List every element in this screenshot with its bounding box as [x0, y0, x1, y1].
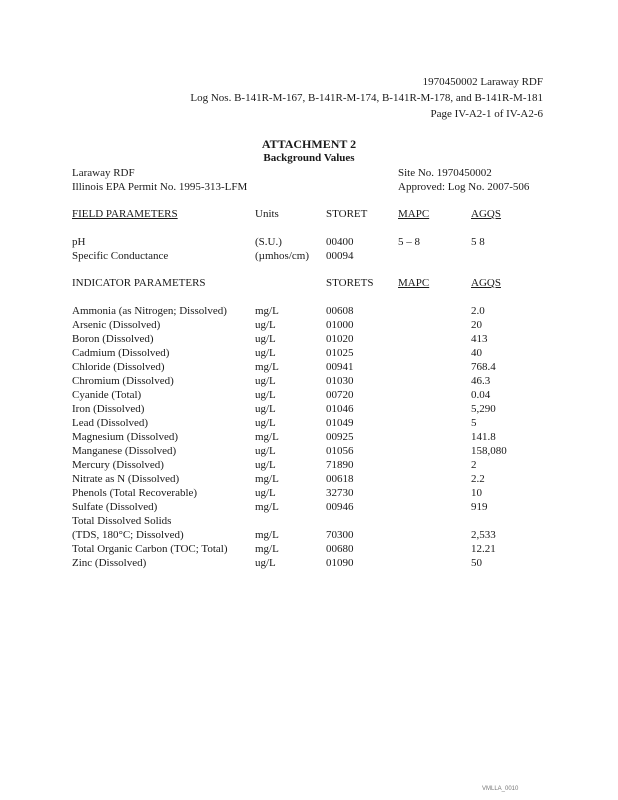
indicator-param-storet-cell: 00946 — [326, 501, 354, 513]
indicator-param-row — [0, 318, 618, 332]
header-log-numbers: Log Nos. B-141R-M-167, B-141R-M-174, B-141R-M-178, and B-141R-M-181 — [190, 92, 543, 104]
field-param-row — [0, 235, 618, 249]
indicator-param-parameter-cell: Chloride (Dissolved) — [72, 361, 165, 373]
indicator-parameters-heading: INDICATOR PARAMETERS — [72, 277, 206, 289]
field-parameters-heading: FIELD PARAMETERS — [72, 208, 178, 220]
indicator-param-agqs-cell: 50 — [471, 557, 482, 569]
indicator-param-units-cell: ug/L — [255, 445, 276, 457]
indicator-param-parameter-cell: Arsenic (Dissolved) — [72, 319, 161, 331]
field-param-row — [0, 249, 618, 263]
indicator-param-units-cell: ug/L — [255, 333, 276, 345]
indicator-param-row — [0, 346, 618, 360]
indicator-param-storet-cell: 00941 — [326, 361, 354, 373]
indicator-param-row — [0, 360, 618, 374]
indicator-param-agqs-cell: 2.0 — [471, 305, 485, 317]
header-site-line: 1970450002 Laraway RDF — [422, 76, 543, 88]
storets-heading: STORETS — [326, 277, 374, 289]
indicator-param-parameter-cell: Ammonia (as Nitrogen; Dissolved) — [72, 305, 227, 317]
mapc-heading: MAPC — [398, 208, 430, 220]
indicator-param-units-cell: mg/L — [255, 473, 279, 485]
indicator-param-row — [0, 556, 618, 570]
permit-number: Illinois EPA Permit No. 1995-313-LFM — [72, 181, 248, 193]
indicator-param-storet-cell: 71890 — [326, 459, 354, 471]
indicator-param-agqs-cell: 2 — [471, 459, 477, 471]
indicator-param-agqs-cell: 10 — [471, 487, 482, 499]
indicator-param-storet-cell: 01046 — [326, 403, 354, 415]
indicator-agqs-heading: AGQS — [471, 277, 501, 289]
indicator-param-agqs-cell: 5 — [471, 417, 477, 429]
indicator-param-parameter-cell: Mercury (Dissolved) — [72, 459, 164, 471]
indicator-param-units-cell: mg/L — [255, 305, 279, 317]
agqs-heading: AGQS — [471, 208, 501, 220]
field-param-mapc-cell: 5 – 8 — [398, 236, 420, 248]
indicator-param-parameter-cell: Chromium (Dissolved) — [72, 375, 174, 387]
site-number: Site No. 1970450002 — [398, 167, 492, 179]
indicator-param-parameter-cell: Zinc (Dissolved) — [72, 557, 147, 569]
units-heading: Units — [255, 208, 279, 220]
indicator-param-agqs-cell: 768.4 — [471, 361, 496, 373]
indicator-parameters-header-row — [0, 276, 618, 290]
bates-stamp: VMLLA_0010 — [482, 786, 519, 792]
indicator-param-storet-cell: 01049 — [326, 417, 354, 429]
indicator-mapc-heading: MAPC — [398, 277, 430, 289]
indicator-param-units-cell: mg/L — [255, 361, 279, 373]
indicator-param-row — [0, 458, 618, 472]
indicator-param-parameter-cell: Nitrate as N (Dissolved) — [72, 473, 180, 485]
indicator-param-units-cell: ug/L — [255, 403, 276, 415]
field-parameters-header-row — [0, 207, 618, 221]
indicator-param-units-cell: ug/L — [255, 417, 276, 429]
indicator-param-agqs-cell: 12.21 — [471, 543, 496, 555]
indicator-param-row — [0, 528, 618, 542]
header-page-number: Page IV-A2-1 of IV-A2-6 — [430, 108, 543, 120]
indicator-param-row — [0, 472, 618, 486]
indicator-param-units-cell: mg/L — [255, 501, 279, 513]
field-param-parameter-cell: Specific Conductance — [72, 250, 169, 262]
indicator-param-agqs-cell: 141.8 — [471, 431, 496, 443]
indicator-param-agqs-cell: 46.3 — [471, 375, 491, 387]
field-param-units-cell: (µmhos/cm) — [255, 250, 309, 262]
indicator-param-parameter-cell: Phenols (Total Recoverable) — [72, 487, 198, 499]
indicator-param-units-cell: ug/L — [255, 319, 276, 331]
indicator-param-agqs-cell: 40 — [471, 347, 482, 359]
indicator-param-units-cell: ug/L — [255, 487, 276, 499]
indicator-param-row — [0, 542, 618, 556]
field-param-storet-cell: 00400 — [326, 236, 354, 248]
indicator-param-storet-cell: 01030 — [326, 375, 354, 387]
indicator-param-storet-cell: 01090 — [326, 557, 354, 569]
indicator-param-parameter-cell: Boron (Dissolved) — [72, 333, 154, 345]
indicator-param-agqs-cell: 919 — [471, 501, 488, 513]
indicator-param-storet-cell: 01056 — [326, 445, 354, 457]
indicator-param-row — [0, 374, 618, 388]
attachment-title: ATTACHMENT 2 — [261, 137, 357, 151]
indicator-param-parameter-cell: Sulfate (Dissolved) — [72, 501, 158, 513]
field-param-storet-cell: 00094 — [326, 250, 354, 262]
indicator-param-storet-cell: 70300 — [326, 529, 354, 541]
indicator-param-agqs-cell: 158,080 — [471, 445, 507, 457]
indicator-param-parameter-cell: Magnesium (Dissolved) — [72, 431, 179, 443]
indicator-param-row — [0, 486, 618, 500]
approval-log: Approved: Log No. 2007-506 — [398, 181, 530, 193]
facility-name: Laraway RDF — [72, 167, 135, 179]
indicator-param-parameter-cell: Lead (Dissolved) — [72, 417, 149, 429]
indicator-param-storet-cell: 00925 — [326, 431, 354, 443]
indicator-param-row — [0, 514, 618, 528]
field-param-agqs-cell: 5 8 — [471, 236, 485, 248]
indicator-param-parameter-cell: Total Organic Carbon (TOC; Total) — [72, 543, 228, 555]
indicator-param-units-cell: ug/L — [255, 459, 276, 471]
indicator-param-units-cell: ug/L — [255, 347, 276, 359]
storet-heading: STORET — [326, 208, 368, 220]
indicator-param-agqs-cell: 5,290 — [471, 403, 496, 415]
field-param-units-cell: (S.U.) — [255, 236, 282, 248]
indicator-param-row — [0, 304, 618, 318]
indicator-param-storet-cell: 00618 — [326, 473, 354, 485]
indicator-param-agqs-cell: 20 — [471, 319, 482, 331]
indicator-param-row — [0, 402, 618, 416]
indicator-param-agqs-cell: 413 — [471, 333, 488, 345]
indicator-param-units-cell: mg/L — [255, 543, 279, 555]
indicator-param-units-cell: ug/L — [255, 557, 276, 569]
indicator-param-agqs-cell: 0.04 — [471, 389, 491, 401]
indicator-param-row — [0, 430, 618, 444]
indicator-param-storet-cell: 00608 — [326, 305, 354, 317]
indicator-param-agqs-cell: 2.2 — [471, 473, 485, 485]
indicator-param-parameter-cell: Cadmium (Dissolved) — [72, 347, 170, 359]
indicator-param-units-cell: mg/L — [255, 529, 279, 541]
indicator-param-row — [0, 332, 618, 346]
indicator-param-storet-cell: 01025 — [326, 347, 354, 359]
indicator-param-parameter-cell: (TDS, 180°C; Dissolved) — [72, 529, 184, 541]
field-param-parameter-cell: pH — [72, 236, 86, 248]
indicator-param-row — [0, 444, 618, 458]
indicator-param-storet-cell: 01020 — [326, 333, 354, 345]
indicator-param-units-cell: mg/L — [255, 431, 279, 443]
indicator-param-units-cell: ug/L — [255, 375, 276, 387]
indicator-param-parameter-cell: Cyanide (Total) — [72, 389, 142, 401]
indicator-param-storet-cell: 00680 — [326, 543, 354, 555]
indicator-param-units-cell: ug/L — [255, 389, 276, 401]
indicator-param-row — [0, 388, 618, 402]
indicator-param-parameter-cell: Iron (Dissolved) — [72, 403, 145, 415]
indicator-param-agqs-cell: 2,533 — [471, 529, 496, 541]
indicator-param-storet-cell: 00720 — [326, 389, 354, 401]
indicator-param-storet-cell: 01000 — [326, 319, 354, 331]
indicator-param-parameter-cell: Manganese (Dissolved) — [72, 445, 177, 457]
attachment-subtitle: Background Values — [263, 152, 355, 164]
indicator-param-row — [0, 416, 618, 430]
indicator-param-storet-cell: 32730 — [326, 487, 354, 499]
indicator-param-parameter-cell: Total Dissolved Solids — [72, 515, 172, 527]
indicator-param-row — [0, 500, 618, 514]
